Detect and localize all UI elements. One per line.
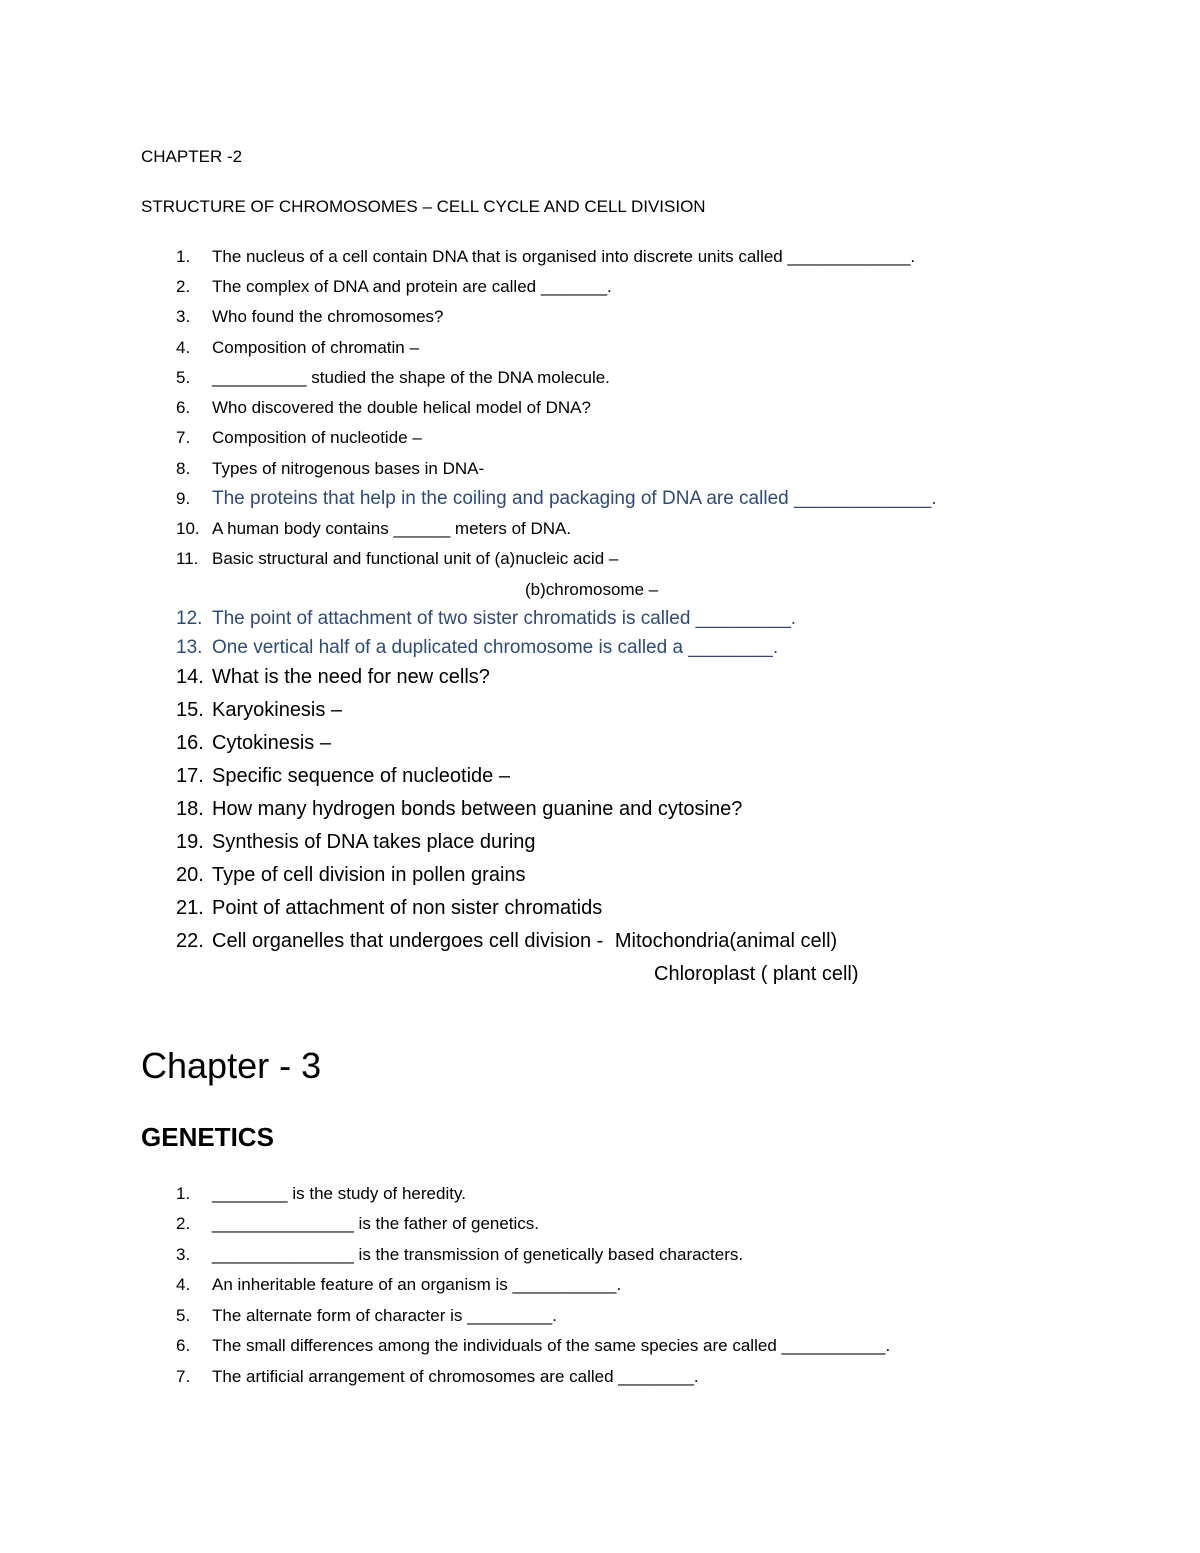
chapter2-title: STRUCTURE OF CHROMOSOMES – CELL CYCLE AND CELL DIVISION <box>141 197 706 216</box>
list-item: 16. Cytokinesis – <box>176 732 331 754</box>
list-item: 2. The complex of DNA and protein are called _______. <box>176 277 612 296</box>
chapter3-label: Chapter - 3 <box>141 1045 322 1086</box>
list-item: 17. Specific sequence of nucleotide – <box>176 765 510 787</box>
list-item: 4. Composition of chromatin – <box>176 338 419 357</box>
list-item: 14. What is the need for new cells? <box>176 666 490 688</box>
list-item: 4. An inheritable feature of an organism is ___________. <box>176 1275 622 1294</box>
list-item: Chloroplast ( plant cell) <box>654 963 859 985</box>
list-item: 8. Types of nitrogenous bases in DNA- <box>176 459 485 478</box>
chapter3-title: GENETICS <box>141 1122 274 1152</box>
list-item: 12. The point of attachment of two sister chromatids is called _________. <box>176 608 797 629</box>
list-item: 10. A human body contains ______ meters of DNA. <box>176 519 572 538</box>
list-item: 2. _______________ is the father of genetics. <box>176 1214 540 1233</box>
list-item: 21. Point of attachment of non sister chromatids <box>176 897 603 919</box>
answer-mitochondria: Mitochondria(animal cell) <box>614 930 838 952</box>
list-item: 6. Who discovered the double helical model of DNA? <box>176 398 591 417</box>
list-item: 19. Synthesis of DNA takes place during <box>176 831 536 853</box>
list-item: 3. Who found the chromosomes? <box>176 307 444 326</box>
list-item: 20. Type of cell division in pollen grains <box>176 864 526 886</box>
list-item: 3. _______________ is the transmission of genetically based characters. <box>176 1245 744 1264</box>
list-item: 7. Composition of nucleotide – <box>176 428 422 447</box>
list-item: 5. The alternate form of character is _________. <box>176 1306 557 1325</box>
list-item: 22. Cell organelles that undergoes cell division - Mitochondria(animal cell) <box>176 930 838 952</box>
list-item: 5. __________ studied the shape of the DNA molecule. <box>176 368 610 387</box>
list-item: 9. The proteins that help in the coiling and packaging of DNA are called _____________. <box>176 488 937 509</box>
list-item: 11. Basic structural and functional unit of (a)nucleic acid – <box>176 549 619 568</box>
list-item: 1. ________ is the study of heredity. <box>176 1184 466 1203</box>
list-item: 18. How many hydrogen bonds between guanine and cytosine? <box>176 798 743 820</box>
list-item: 15. Karyokinesis – <box>176 699 343 721</box>
list-item: 1. The nucleus of a cell contain DNA that is organised into discrete units called _____________. <box>176 247 916 266</box>
list-item: 13. One vertical half of a duplicated chromosome is called a ________. <box>176 637 779 658</box>
chapter2-label: CHAPTER -2 <box>141 147 243 166</box>
list-item: (b)chromosome – <box>525 580 659 599</box>
list-item: 6. The small differences among the individuals of the same species are called ___________. <box>176 1336 891 1355</box>
list-item: 7. The artificial arrangement of chromosomes are called ________. <box>176 1367 699 1386</box>
